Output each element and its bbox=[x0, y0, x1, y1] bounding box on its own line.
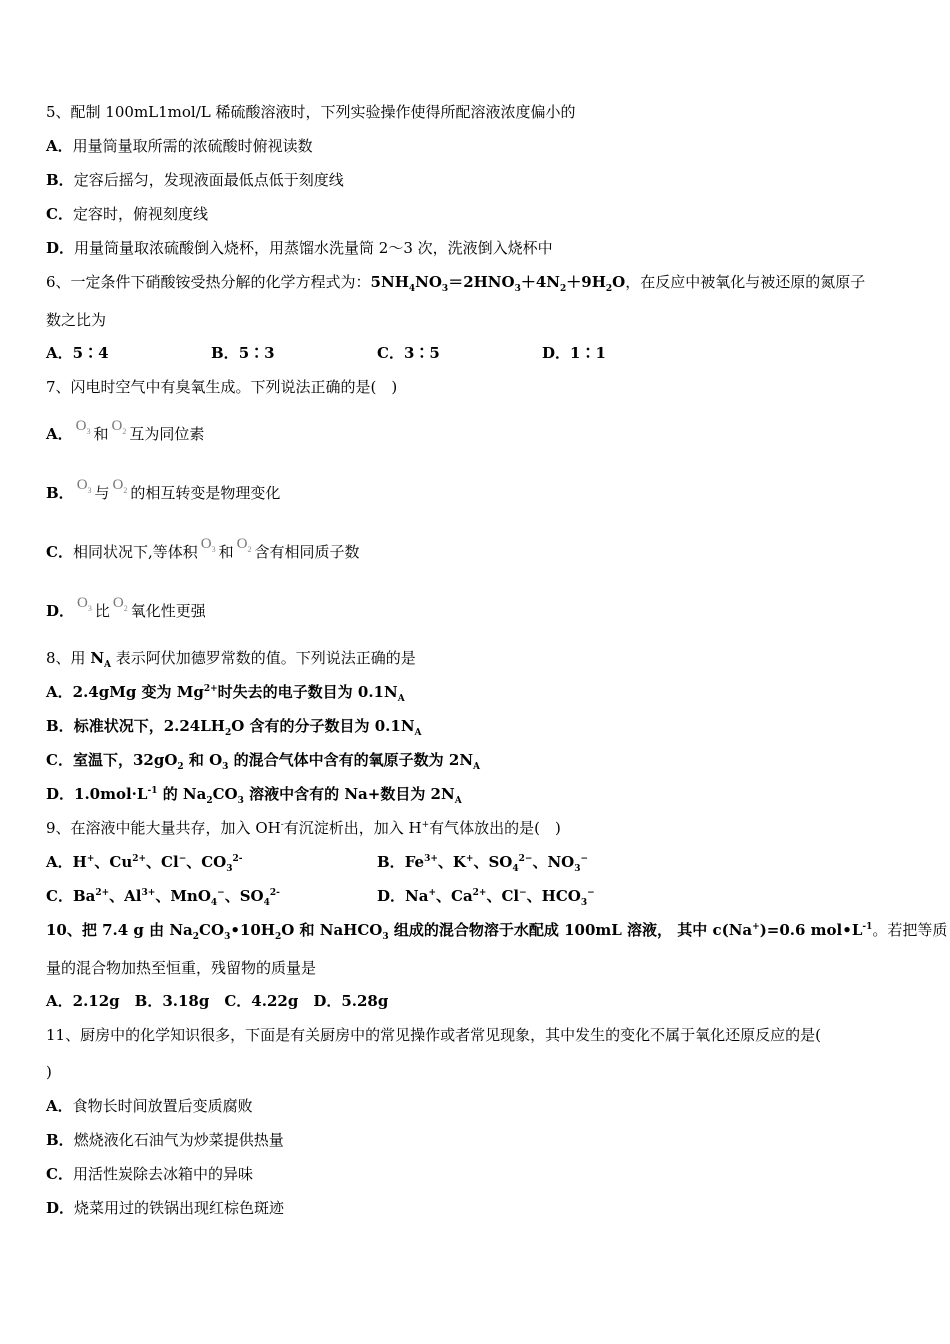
q10-stem-continued: 量的混合物加热至恒重，残留物的质量是 bbox=[46, 959, 317, 977]
q6-option-c: C．3∶5 bbox=[377, 344, 440, 362]
q11-option-c: C．用活性炭除去冰箱中的异味 bbox=[46, 1165, 253, 1183]
q7-option-c: C．相同状况下,等体积 $O_3$ 和 $O_2$ 含有相同质子数 bbox=[46, 536, 360, 561]
q5-option-b: B．定容后摇匀，发现液面最低点低于刻度线 bbox=[46, 171, 344, 189]
o2-formula-image: $O_2$ bbox=[112, 595, 128, 613]
q6-option-b: B．5∶3 bbox=[211, 344, 275, 362]
q7-option-d: D． $O_3$ 比 $O_2$ 氧化性更强 bbox=[46, 595, 206, 620]
q7-option-b: B． $O_3$ 与 $O_2$ 的相互转变是物理变化 bbox=[46, 477, 281, 502]
q8-option-d: D．$1.0mol\cdot L^{-1}$ 的 $Na_2CO_3$ 溶液中含有的 Na+数目为 $2N_A$ bbox=[46, 785, 462, 806]
q9-option-d: D．Na+、$Ca^{2+}$、Cl−、$HCO_3^-$ bbox=[377, 887, 595, 908]
q9-option-c: C．$Ba^{2+}$、$Al^{3+}$、MnO$_4$−、$SO_4^{2-}$ bbox=[46, 887, 280, 908]
o3-formula-image: $O_3$ bbox=[77, 595, 92, 613]
q8-option-a: A．2.4gMg 变为 $Mg^{2+}$时失去的电子数目为 $0.1N_A$ bbox=[46, 683, 405, 704]
q8-option-c: C．室温下，$32gO_2$ 和 $O_3$ 的混合气体中含有的氧原子数为 $2N_A$ bbox=[46, 751, 481, 772]
q11-option-b: B．燃烧液化石油气为炒菜提供热量 bbox=[46, 1131, 284, 1149]
q9-option-a: A．H+、$Cu^{2+}$、Cl−、$CO_3^{2-}$ bbox=[46, 853, 243, 874]
q5-stem: 5、配制 100mL1mol/L 稀硫酸溶液时，下列实验操作使得所配溶液浓度偏小的 bbox=[46, 103, 576, 121]
o3-formula-image: $O_3$ bbox=[76, 477, 92, 495]
q11-stem: 11、厨房中的化学知识很多，下面是有关厨房中的常见操作或者常见现象，其中发生的变化不属于氧化还原反应的是( bbox=[46, 1026, 821, 1044]
q9-option-b: B．$Fe^{3+}$、K+、$SO_4^{2-}$、$NO_3^-$ bbox=[377, 853, 589, 874]
q11-option-a: A．食物长时间放置后变质腐败 bbox=[46, 1097, 253, 1115]
q10-options: A．2.12g B．3.18g C．4.22g D．5.28g bbox=[46, 992, 389, 1010]
q7-stem: 7、闪电时空气中有臭氧生成。下列说法正确的是( ) bbox=[46, 378, 398, 396]
o3-formula-image: $O_3$ bbox=[200, 536, 216, 554]
q7-option-a: A． $O_3$ 和 $O_2$ 互为同位素 bbox=[46, 418, 205, 443]
q8-stem: 8、用 $N_A$ 表示阿伏加德罗常数的值。下列说法正确的是 bbox=[46, 649, 416, 670]
q11-option-d: D．烧菜用过的铁锅出现红棕色斑迹 bbox=[46, 1199, 285, 1217]
o2-formula-image: $O_2$ bbox=[111, 418, 127, 436]
q5-option-a: A．用量筒量取所需的浓硫酸时俯视读数 bbox=[46, 137, 313, 155]
q6-option-d: D．1∶1 bbox=[542, 344, 606, 362]
o2-formula-image: $O_2$ bbox=[112, 477, 128, 495]
q5-option-d: D．用量筒量取浓硫酸倒入烧杯，用蒸馏水洗量筒 2～3 次，洗液倒入烧杯中 bbox=[46, 239, 553, 257]
q9-stem: 9、在溶液中能大量共存，加入 OH-有沉淀析出，加入 H+有气体放出的是( ) bbox=[46, 819, 561, 837]
o2-formula-image: $O_2$ bbox=[236, 536, 252, 554]
q11-stem-close: ) bbox=[46, 1063, 52, 1081]
q6-stem-continued: 数之比为 bbox=[46, 311, 107, 329]
o3-formula-image: $O_3$ bbox=[75, 418, 91, 436]
q5-option-c: C．定容时，俯视刻度线 bbox=[46, 205, 208, 223]
q8-option-b: B．标准状况下，$2.24LH_2O$ 含有的分子数目为 $0.1N_A$ bbox=[46, 717, 422, 738]
q6-option-a: A．5∶4 bbox=[46, 344, 109, 362]
q10-stem: 10、把 7.4 g 由 $Na_2CO_3•10H_2O$ 和 NaHCO$_3$ 组成的混合物溶于水配成 100mL 溶液， 其中 c(Na+)=0.6 $mol•L^{-1}$。若把等质 bbox=[46, 921, 948, 942]
q6-stem: 6、一定条件下硝酸铵受热分解的化学方程式为：$5NH_4NO_3=2HNO_3+4N_2+9H_2O$，在反应中被氧化与被还原的氮原子 bbox=[46, 273, 866, 294]
